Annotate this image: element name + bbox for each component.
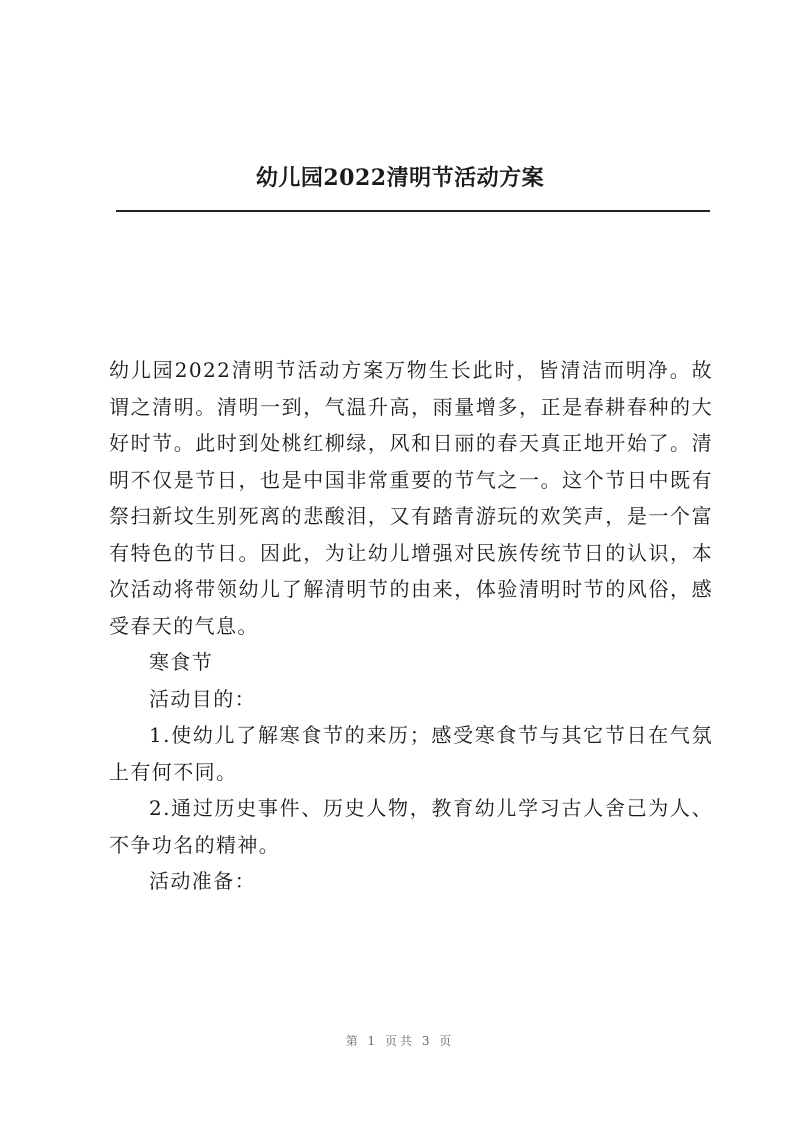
document-body: [109, 352, 713, 900]
section-heading-goals: 活动目的：: [149, 686, 256, 711]
page-number-footer: 第 1 页共 3 页: [345, 1034, 455, 1048]
section-heading-hanshijie: 寒食节: [149, 650, 214, 674]
goal-item-2: 2.通过历史事件、历史人物，教育幼儿学习古人舍己为人、不争功名的精神。: [109, 796, 713, 857]
section-heading-preparation: 活动准备：: [149, 869, 256, 893]
intro-paragraph: 幼儿园2022清明节活动方案万物生长此时，皆清洁而明净。故谓之清明。清明一到，气温升高，雨量增多，正是春耕春种的大好时节。此时到处桃红柳绿，风和日丽的春天真正地开始了。清明不仅是节日，也是中国非常重要的节气之一。这个节日中既有祭扫新坟生别死离的悲酸泪，又有踏青游玩的欢笑声，是一个富有特色的节日。因此，为让幼儿增强对民族传统节日的认识，本次活动将带领幼儿了解清明节的由来，体验清明时节的风俗，感受春天的气息。: [109, 358, 713, 638]
title-divider: [116, 210, 710, 212]
page-title: 幼儿园2022清明节活动方案: [255, 165, 545, 191]
goal-item-1: 1.使幼儿了解寒食节的来历；感受寒食节与其它节日在气氛上有何不同。: [109, 723, 713, 784]
